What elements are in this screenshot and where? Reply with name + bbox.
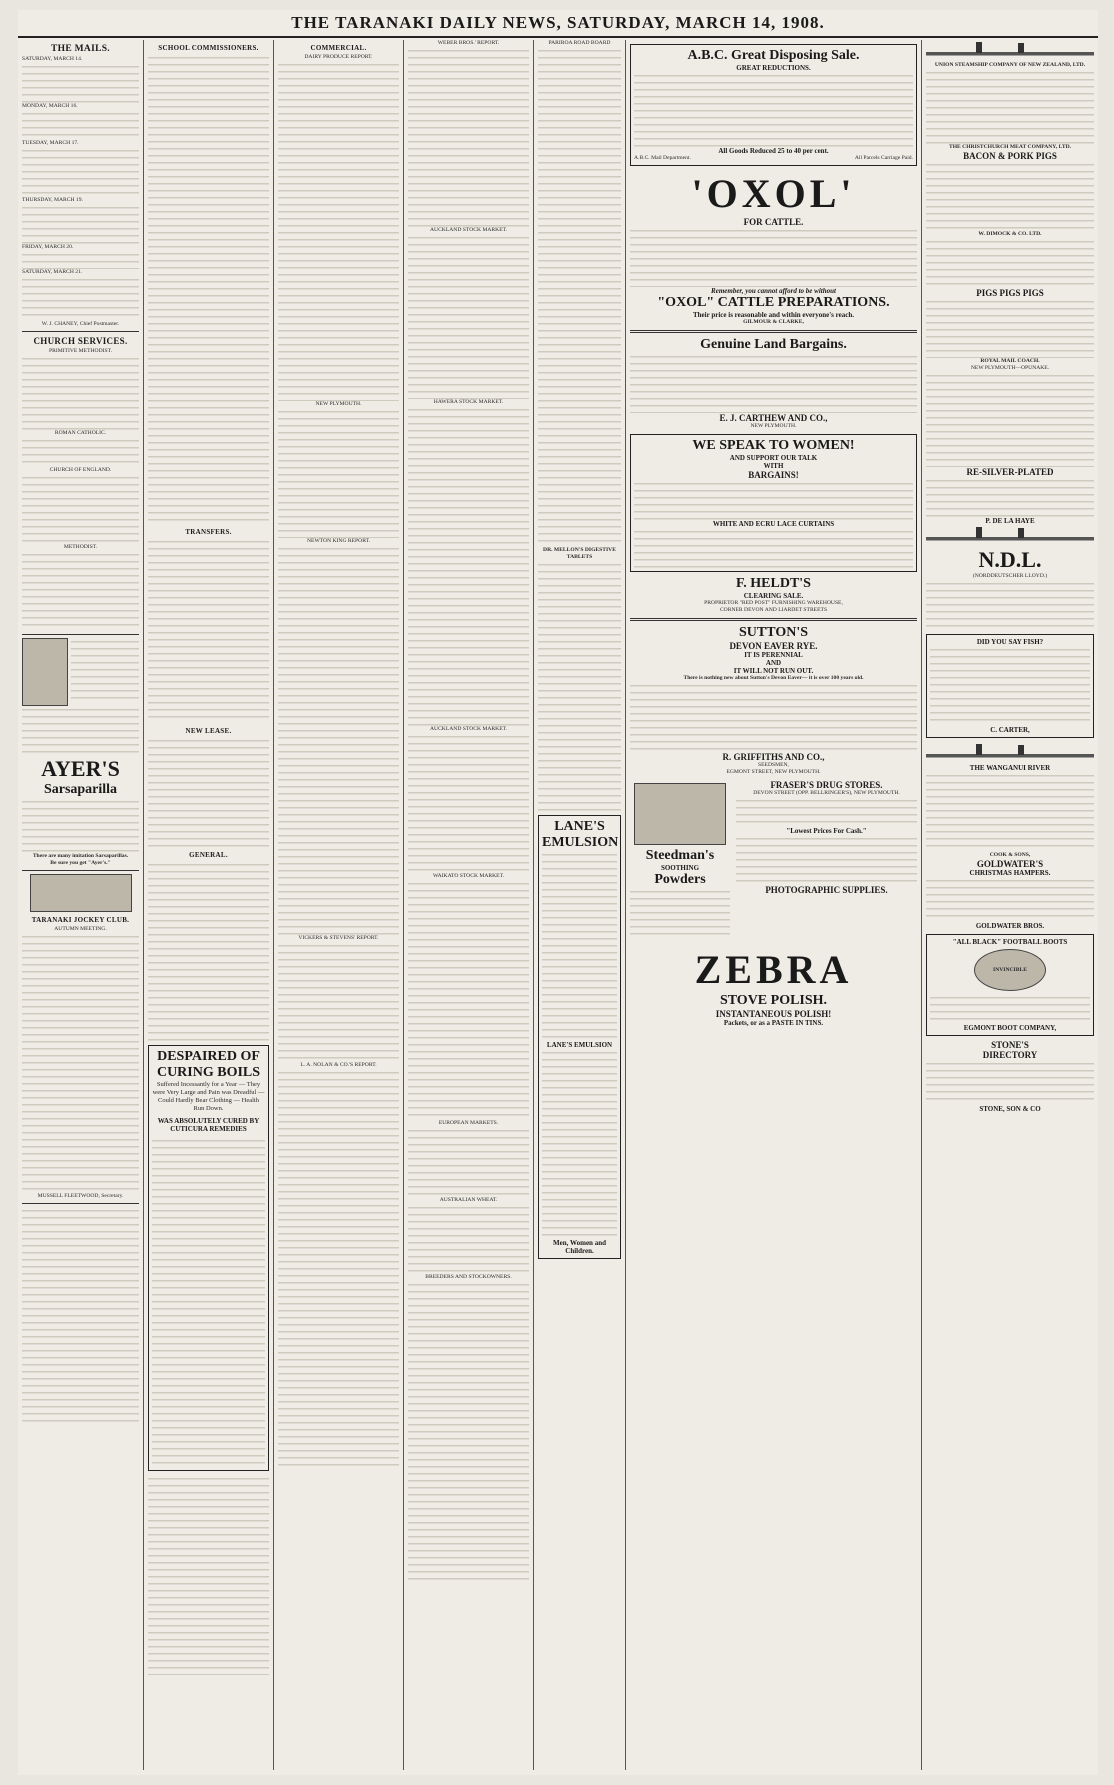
mails-date-3: TUESDAY, MARCH 17. <box>22 140 79 146</box>
text-block <box>148 861 269 1041</box>
divider <box>22 1203 139 1204</box>
text-block <box>278 1069 399 1469</box>
abc-mail: A.B.C. Mail Department. <box>634 155 691 161</box>
heldt-proprietor: PROPRIETOR "RED POST" FURNISHING WAREHOUSE, <box>704 600 843 606</box>
mails-date-6: SATURDAY, MARCH 21. <box>22 269 83 275</box>
heldt-address: CORNER DEVON AND LIARDET STREETS <box>719 607 828 613</box>
racehorse-icon <box>30 874 132 912</box>
text-block <box>278 408 399 538</box>
abc-carriage: All Parcels Carriage Paid. <box>854 155 913 161</box>
stove-polish: STOVE POLISH. <box>719 993 828 1008</box>
mails-date-5: FRIDAY, MARCH 20. <box>22 244 74 250</box>
carter-title: C. CARTER, <box>990 726 1030 734</box>
text-block <box>22 933 139 1193</box>
union-title: UNION STEAMSHIP COMPANY OF NEW ZEALAND, LTD. <box>934 62 1086 68</box>
text-block <box>22 1207 139 1427</box>
mails-date-1: SATURDAY, MARCH 14. <box>22 56 83 62</box>
frasers-ad <box>736 780 917 938</box>
baby-portrait-icon <box>634 783 726 845</box>
divider <box>22 870 139 871</box>
weber-heading: WEBER BROS.' REPORT. <box>437 40 500 46</box>
silver-title: RE-SILVER-PLATED <box>966 467 1054 477</box>
breeders-heading: BREEDERS AND STOCKOWNERS. <box>425 1274 512 1280</box>
text-block <box>22 798 139 853</box>
text-block <box>634 72 913 147</box>
bacon-title: BACON & PORK PIGS <box>963 151 1057 161</box>
new-lease-heading: NEW LEASE. <box>185 727 232 735</box>
text-block <box>736 797 917 827</box>
abc-title: A.B.C. Great Disposing Sale. <box>687 48 860 63</box>
stones-title: STONE'S <box>991 1040 1029 1050</box>
christchurch-title: THE CHRISTCHURCH MEAT COMPANY, LTD. <box>948 144 1072 150</box>
jockey-subheading: AUTUMN MEETING. <box>54 926 107 932</box>
mellons-heading: DR. MELLON'S DIGESTIVE TABLETS <box>543 547 616 560</box>
zebra-title: ZEBRA <box>694 947 853 992</box>
carthew-town: NEW PLYMOUTH. <box>750 423 797 429</box>
text-block <box>926 161 1094 231</box>
women-with: WITH <box>763 462 784 470</box>
ndl-sub: (NORDDEUTSCHER LLOYD.) <box>972 573 1048 579</box>
text-block <box>22 204 139 244</box>
new-plymouth-heading: NEW PLYMOUTH. <box>315 401 362 407</box>
suttons-title: SUTTON'S <box>739 625 808 640</box>
text-block <box>408 406 529 726</box>
text-block <box>926 772 1094 852</box>
griffiths-title: R. GRIFFITHS AND CO., <box>722 752 825 762</box>
text-block <box>408 1127 529 1197</box>
woman-portrait-icon <box>22 638 68 706</box>
text-block <box>538 561 621 811</box>
text-block <box>634 528 913 568</box>
jockey-heading: TARANAKI JOCKEY CLUB. <box>31 916 130 924</box>
directory-title: DIRECTORY <box>982 1050 1038 1060</box>
lanes-title: LANE'S EMULSION <box>542 819 619 850</box>
column-advertisements <box>626 40 922 1770</box>
gilmour-clarke: GILMOUR & CLARKE, <box>743 319 804 325</box>
text-block <box>22 276 139 321</box>
column-pariroa <box>534 40 626 1770</box>
women-bargains: BARGAINS! <box>748 470 799 480</box>
church-item-1: PRIMITIVE METHODIST. <box>49 348 112 354</box>
lanes-emulsion-ad <box>538 815 621 1259</box>
text-block <box>542 1049 617 1239</box>
text-block <box>926 877 1094 922</box>
text-block <box>408 880 529 1120</box>
school-heading: SCHOOL COMMISSIONERS. <box>158 44 259 52</box>
cook-title: COOK & SONS, <box>989 852 1031 858</box>
text-block <box>926 372 1094 467</box>
fish-ad <box>926 634 1094 738</box>
text-block <box>926 1060 1094 1105</box>
steedmans-title: Steedman's <box>645 848 715 863</box>
text-block <box>930 646 1090 726</box>
packets-note: Packets, or as a PASTE IN TINS. <box>723 1019 824 1027</box>
pariroa-heading: PARIROA ROAD BOARD <box>548 40 611 46</box>
lanes-title-2: LANE'S EMULSION <box>546 1041 613 1049</box>
frasers-address: DEVON STREET (OPP. BELLRINGER'S), NEW PLYMOUTH. <box>753 790 900 796</box>
text-block <box>22 355 139 430</box>
text-block <box>22 251 139 269</box>
abc-footer-row <box>634 155 913 162</box>
steamship-icon <box>926 525 1094 547</box>
lanes-tagline: Men, Women and Children. <box>553 1239 606 1255</box>
text-block <box>278 545 399 935</box>
text-block <box>22 147 139 197</box>
sutton-note: There is nothing new about Sutton's Devon Eaver— it is over 100 years old. <box>683 675 864 681</box>
oxol-for: FOR CATTLE. <box>743 217 804 227</box>
vickers-heading: VICKERS & STEVENS' REPORT. <box>298 935 379 941</box>
football-title: "ALL BLACK" FOOTBALL BOOTS <box>952 938 1068 946</box>
text-block <box>630 682 917 752</box>
text-block <box>152 1137 265 1467</box>
aucks-heading: AUCKLAND STOCK MARKET. <box>429 227 508 233</box>
text-block <box>408 47 529 227</box>
column-mails <box>18 40 144 1770</box>
stone-son: STONE, SON & CO <box>979 1105 1041 1113</box>
invincible-label: INVINCIBLE <box>993 966 1027 973</box>
heldt-title: F. HELDT'S <box>736 576 811 591</box>
column-markets <box>404 40 534 1770</box>
newton-king-heading: NEWTON KING REPORT. <box>306 538 370 544</box>
text-block <box>22 706 139 756</box>
genuine-title: Genuine Land Bargains. <box>700 337 847 352</box>
text-block <box>736 835 917 885</box>
oxol-note: Remember, you cannot afford to be without <box>711 287 836 295</box>
runout-and: AND <box>765 659 782 667</box>
women-ad <box>630 434 917 572</box>
women-sub: AND SUPPORT OUR TALK <box>729 454 818 462</box>
abc-sale-ad <box>630 44 917 166</box>
abc-footer: All Goods Reduced 25 to 40 per cent. <box>718 147 829 155</box>
ayers-tagline-2: Be sure you get "Ayer's." <box>50 860 111 866</box>
suttons-rye: DEVON EAVER RYE. <box>729 641 818 651</box>
goldwater-title: GOLDWATER'S <box>976 859 1044 869</box>
text-block <box>22 63 139 103</box>
ayers-title: AYER'S <box>41 756 120 781</box>
griffiths-address: EGMONT STREET, NEW PLYMOUTH. <box>726 769 821 775</box>
dairy-heading: DAIRY PRODUCE REPORT. <box>304 54 373 60</box>
carthew-title: E. J. CARTHEW AND CO., <box>719 413 828 423</box>
text-block <box>278 61 399 401</box>
text-block <box>408 733 529 873</box>
griffiths-seedsmen: SEEDSMEN, <box>758 762 789 768</box>
text-block <box>408 234 529 399</box>
oxol-preparations: "OXOL" CATTLE PREPARATIONS. <box>657 295 890 310</box>
text-block <box>926 298 1094 358</box>
royal-mail-sub: NEW PLYMOUTH—OPUNAKE. <box>970 365 1050 371</box>
powders-title: Powders <box>654 872 706 887</box>
church-heading: CHURCH SERVICES. <box>33 336 128 346</box>
cuticura-headline: DESPAIRED OF CURING BOILS <box>156 1049 261 1080</box>
divider <box>630 618 917 621</box>
text-block <box>408 1204 529 1274</box>
church-item-4: METHODIST. <box>63 544 98 550</box>
whanganui-title: THE WANGANUI RIVER <box>969 764 1051 772</box>
masthead: THE TARANAKI DAILY NEWS, SATURDAY, MARCH 14, 1908. <box>18 10 1098 38</box>
ndl-title: N.D.L. <box>978 547 1042 572</box>
newspaper-page <box>18 10 1098 1775</box>
oxol-title: 'OXOL' <box>691 171 856 216</box>
text-block <box>22 437 139 467</box>
text-block <box>148 54 269 524</box>
australian-heading: AUSTRALIAN WHEAT. <box>439 1197 498 1203</box>
mails-date-4: THURSDAY, MARCH 19. <box>22 197 83 203</box>
ayers-ad-top <box>22 638 139 706</box>
dimock-title: W. DIMOCK & CO. LTD. <box>978 231 1042 237</box>
divider <box>22 634 139 635</box>
frasers-title: FRASER'S DRUG STORES. <box>770 780 883 790</box>
text-block <box>71 638 139 704</box>
lower-ads-row <box>630 780 917 938</box>
lowest-prices: "Lowest Prices For Cash." <box>786 827 867 835</box>
text-block <box>630 353 917 413</box>
abc-subtitle: GREAT REDUCTIONS. <box>736 64 811 72</box>
steedmans-ad <box>630 780 730 938</box>
text-block <box>926 238 1094 288</box>
column-school <box>144 40 274 1770</box>
divider <box>630 330 917 333</box>
cuticura-subhead: Suffered Incessantly for a Year — They were Very Large and Pain was Dreadful — Could Hardly Bear Clothing — Health Run Down. <box>152 1081 265 1112</box>
text-block <box>634 480 913 520</box>
church-item-3: CHURCH OF ENGLAND. <box>49 467 112 473</box>
women-title: WE SPEAK TO WOMEN! <box>692 438 855 453</box>
royal-mail-title: ROYAL MAIL COACH. <box>980 358 1040 364</box>
waikato-heading: WAIKATO STOCK MARKET. <box>432 873 504 879</box>
cuticura-cured: WAS ABSOLUTELY CURED BY CUTICURA REMEDIES <box>157 1117 260 1133</box>
text-block <box>148 1475 269 1675</box>
runout: IT WILL NOT RUN OUT. <box>733 667 814 675</box>
text-block <box>22 474 139 544</box>
text-block <box>148 737 269 847</box>
text-block <box>926 69 1094 144</box>
nolan-heading: L. A. NOLAN & CO.'S REPORT. <box>300 1062 377 1068</box>
divider <box>22 331 139 332</box>
text-block <box>926 477 1094 517</box>
commercial-heading: COMMERCIAL. <box>310 44 367 52</box>
church-item-2: ROMAN CATHOLIC. <box>54 430 107 436</box>
christmas-title: CHRISTMAS HAMPERS. <box>969 869 1051 877</box>
column-shipping <box>922 40 1098 1770</box>
european-heading: EUROPEAN MARKETS. <box>438 1120 499 1126</box>
text-block <box>630 888 730 938</box>
ayers-subtitle: Sarsaparilla <box>43 782 118 797</box>
egmont-boot: EGMONT BOOT COMPANY, <box>963 1024 1057 1032</box>
steedmans-sub: SOOTHING <box>660 864 700 872</box>
photographic-supplies: PHOTOGRAPHIC SUPPLIES. <box>765 885 888 895</box>
steamship-icon <box>926 40 1094 62</box>
auckland-market-heading: AUCKLAND STOCK MARKET. <box>429 726 508 732</box>
text-block <box>542 851 617 1041</box>
goldwater-bros: GOLDWATER BROS. <box>975 922 1045 930</box>
text-block <box>22 110 139 140</box>
cuticura-ad <box>148 1045 269 1471</box>
text-block <box>538 47 621 547</box>
dehaye-title: P. DE LA HAYE <box>985 517 1035 525</box>
ayers-tagline: There are many imitation Sarsaparillas. <box>32 853 129 859</box>
transfers-heading: TRANSFERS. <box>185 528 232 536</box>
riverboat-icon <box>926 742 1094 764</box>
text-block <box>148 538 269 723</box>
text-block <box>926 580 1094 630</box>
text-block <box>408 1281 529 1581</box>
instant-polish: INSTANTANEOUS POLISH! <box>715 1009 832 1019</box>
mails-heading: THE MAILS. <box>51 44 110 54</box>
text-block <box>630 227 917 287</box>
hawera-heading: HAWERA STOCK MARKET. <box>433 399 504 405</box>
football-boot-icon <box>974 949 1046 991</box>
text-block <box>22 551 139 631</box>
oxol-price: Their price is reasonable and within everyone's reach. <box>693 311 854 319</box>
pigs-title: PIGS PIGS PIGS <box>976 288 1044 298</box>
text-block <box>278 942 399 1062</box>
text-block <box>930 994 1090 1024</box>
column-commercial <box>274 40 404 1770</box>
football-ad <box>926 934 1094 1036</box>
heldt-sale: CLEARING SALE. <box>743 592 804 600</box>
general-heading: GENERAL. <box>189 851 228 859</box>
jockey-secretary: MUSSELL FLEETWOOD, Secretary. <box>37 1193 124 1199</box>
lace-curtains: WHITE AND ECRU LACE CURTAINS <box>712 520 835 528</box>
postmaster: W. J. CHANEY, Chief Postmaster. <box>41 321 120 327</box>
fish-title: DID YOU SAY FISH? <box>976 638 1044 646</box>
mails-date-2: MONDAY, MARCH 16. <box>22 103 78 109</box>
perennial: IT IS PERENNIAL <box>744 651 803 659</box>
